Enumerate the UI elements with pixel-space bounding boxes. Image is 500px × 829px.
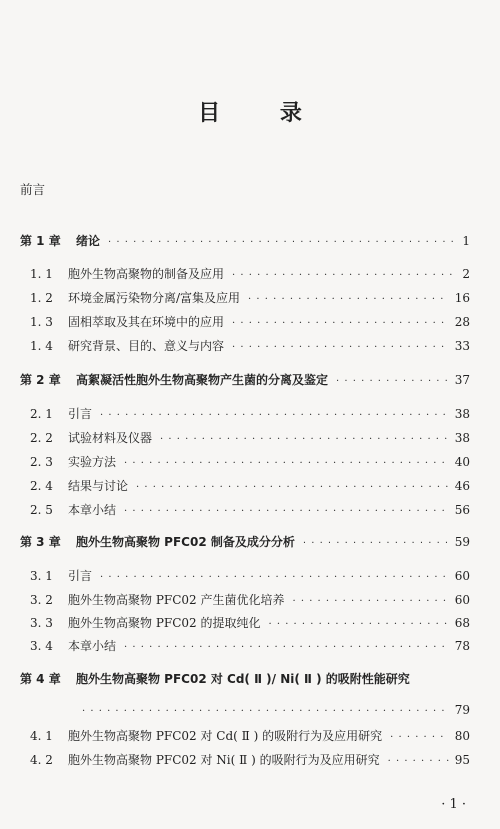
- page-number: 60: [454, 593, 470, 607]
- dot-leader: [124, 506, 449, 517]
- dot-leader: [336, 376, 449, 387]
- toc-section-1-4[interactable]: [30, 337, 470, 354]
- chapter-number: 第 3 章: [20, 535, 61, 549]
- page-number: 56: [454, 503, 470, 517]
- section-title: 引言: [68, 407, 93, 421]
- page-number: 37: [454, 373, 470, 387]
- page-number: 28: [454, 315, 470, 329]
- toc-chapter-4-leader[interactable]: [82, 703, 470, 717]
- dot-leader: [160, 434, 449, 445]
- dot-leader: [100, 572, 449, 583]
- page-number: 95: [454, 753, 470, 767]
- page-number: 68: [454, 616, 470, 630]
- toc-section-3-3[interactable]: [30, 614, 470, 631]
- section-title: 本章小结: [68, 503, 117, 517]
- dot-leader: [232, 342, 449, 353]
- section-title: 胞外生物高聚物的制备及应用: [68, 267, 225, 281]
- section-number: 3. 4: [30, 639, 53, 653]
- section-number: 4. 1: [30, 729, 53, 743]
- page-number: 40: [454, 455, 470, 469]
- dot-leader: [390, 732, 449, 743]
- section-number: 2. 3: [30, 455, 53, 469]
- section-number: 2. 4: [30, 479, 53, 493]
- dot-leader: [100, 410, 449, 421]
- section-title: 胞外生物高聚物 PFC02 对 Cd( Ⅱ ) 的吸附行为及应用研究: [68, 729, 383, 743]
- page-number: 38: [454, 407, 470, 421]
- toc-section-4-2[interactable]: [30, 751, 470, 768]
- page-number: 80: [454, 729, 470, 743]
- toc-section-2-5[interactable]: [30, 501, 470, 518]
- dot-leader: [124, 458, 449, 469]
- footer-page-number: · 1 ·: [441, 797, 466, 812]
- dot-leader: [248, 294, 449, 305]
- section-title: 固相萃取及其在环境中的应用: [68, 315, 225, 329]
- page-number: 79: [454, 703, 470, 717]
- toc-chapter-4[interactable]: [20, 670, 470, 687]
- section-number: 1. 2: [30, 291, 53, 305]
- chapter-title: 胞外生物高聚物 PFC02 制备及成分分析: [76, 535, 295, 549]
- page-number: 33: [454, 339, 470, 353]
- section-title: 本章小结: [68, 639, 117, 653]
- page-number: 78: [454, 639, 470, 653]
- dot-leader: [124, 642, 449, 653]
- toc-section-1-1[interactable]: [30, 265, 470, 282]
- toc-section-2-1[interactable]: [30, 405, 470, 422]
- dot-leader: [232, 318, 449, 329]
- section-title: 胞外生物高聚物 PFC02 产生菌优化培养: [68, 593, 285, 607]
- chapter-title: 胞外生物高聚物 PFC02 对 Cd( Ⅱ )/ Ni( Ⅱ ) 的吸附性能研究: [76, 672, 410, 686]
- section-title: 研究背景、目的、意义与内容: [68, 339, 225, 353]
- toc-section-1-2[interactable]: [30, 289, 470, 306]
- section-number: 1. 4: [30, 339, 53, 353]
- section-title: 引言: [68, 569, 93, 583]
- page-title: 目 录: [198, 101, 328, 126]
- section-number: 3. 3: [30, 616, 53, 630]
- section-number: 2. 1: [30, 407, 53, 421]
- toc-section-4-1[interactable]: [30, 727, 470, 744]
- section-title: 胞外生物高聚物 PFC02 的提取纯化: [68, 616, 261, 630]
- dot-leader: [232, 270, 456, 281]
- toc-section-3-4[interactable]: [30, 637, 470, 654]
- section-number: 1. 1: [30, 267, 53, 281]
- toc-chapter-1[interactable]: [20, 232, 470, 249]
- page-number: 59: [454, 535, 470, 549]
- toc-section-2-2[interactable]: [30, 429, 470, 446]
- toc-chapter-2[interactable]: [20, 371, 470, 388]
- preface-entry[interactable]: 前言: [20, 182, 46, 197]
- section-title: 环境金属污染物分离/富集及应用: [68, 291, 241, 305]
- section-number: 4. 2: [30, 753, 53, 767]
- section-title: 胞外生物高聚物 PFC02 对 Ni( Ⅱ ) 的吸附行为及应用研究: [68, 753, 380, 767]
- section-number: 2. 2: [30, 431, 53, 445]
- page-number: 60: [454, 569, 470, 583]
- toc-section-3-2[interactable]: [30, 591, 470, 608]
- dot-leader: [82, 706, 449, 717]
- section-title: 结果与讨论: [68, 479, 129, 493]
- page-number: 46: [454, 479, 470, 493]
- page-number: 1: [462, 234, 470, 248]
- dot-leader: [108, 237, 456, 248]
- chapter-title: 绪论: [76, 234, 101, 248]
- page-number: 16: [454, 291, 470, 305]
- dot-leader: [388, 756, 449, 767]
- dot-leader: [303, 538, 449, 549]
- chapter-number: 第 2 章: [20, 373, 61, 387]
- page-number: 38: [454, 431, 470, 445]
- dot-leader: [292, 596, 448, 607]
- chapter-title: 高絮凝活性胞外生物高聚物产生菌的分离及鉴定: [76, 373, 329, 387]
- chapter-number: 第 1 章: [20, 234, 61, 248]
- page-number: 2: [462, 267, 470, 281]
- toc-chapter-3[interactable]: [20, 533, 470, 550]
- section-title: 实验方法: [68, 455, 117, 469]
- section-number: 3. 2: [30, 593, 53, 607]
- section-number: 1. 3: [30, 315, 53, 329]
- toc-section-3-1[interactable]: [30, 567, 470, 584]
- toc-section-1-3[interactable]: [30, 313, 470, 330]
- toc-section-2-4[interactable]: [30, 477, 470, 494]
- dot-leader: [136, 482, 449, 493]
- section-title: 试验材料及仪器: [68, 431, 153, 445]
- toc-section-2-3[interactable]: [30, 453, 470, 470]
- dot-leader: [268, 619, 448, 630]
- chapter-number: 第 4 章: [20, 672, 61, 686]
- section-number: 3. 1: [30, 569, 53, 583]
- section-number: 2. 5: [30, 503, 53, 517]
